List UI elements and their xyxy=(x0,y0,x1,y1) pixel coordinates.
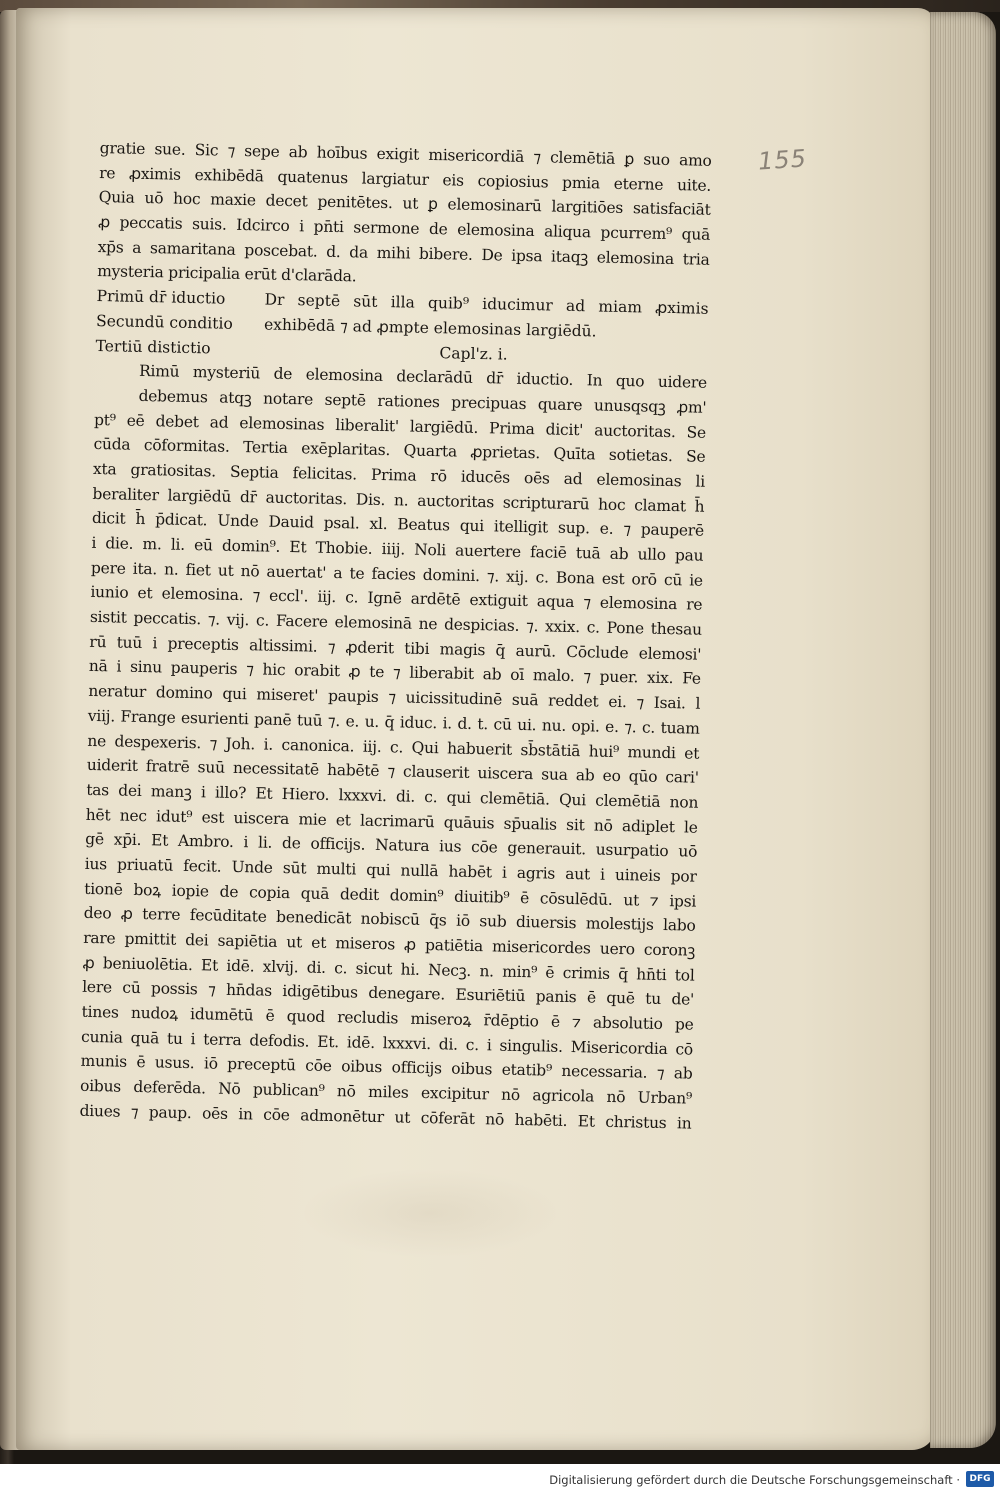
text-line: viij. Frange esurienti panē tuū ⁊. e. u. q̄ iduc. i. d. t. cū ui. nu. opi. e. ⁊. c. tuam xyxy=(87,706,700,738)
text-line: sistit peccatis. ⁊. vij. c. Facere elemosinā ne despicias. ⁊. xxix. c. Pone thesau xyxy=(89,607,702,639)
text-line: gē xp̄i. Et Ambro. i li. de officijs. Natura ius cōe generauit. usurpatio uō xyxy=(85,830,698,861)
outline-label: Tertiū distictio xyxy=(95,336,211,357)
text-line: re ꝓximis exhibēdā quatenus largiatur eis copiosius pmia eterne uite. xyxy=(99,163,712,195)
chapter-heading: Capl'z. i. xyxy=(439,343,508,364)
text-line: xp̄s a samaritana poscebat. d. da mihi bibere. De ipsa itaqꝫ elemosina tria xyxy=(97,237,710,269)
text-line: debemus atqꝫ notare septē rationes precipuas quare unusqsqꝫ ꝓm' xyxy=(138,386,707,417)
text-line: tionē boꝝ iopie de copia quā dedit domin⁹ diuitib⁹ ē cōsulēdū. ut ⁊ ipsi xyxy=(84,879,697,911)
text-line: i die. m. li. eū domin⁹. Et Thobie. iiij. Noli auertere faciē tuā ab ullo pau xyxy=(91,533,704,565)
outline-label: Primū dr̄ iductio xyxy=(96,287,226,308)
text-line: munis ē usus. iō preceptū cōe oibus officijs oibus etatib⁹ necessaria. ⁊ ab xyxy=(80,1052,693,1084)
text-line: iunio et elemosina. ⁊ eccl'. iij. c. Ignē ardētē extiguit aqua ⁊ elemosina re xyxy=(90,583,703,615)
outline-text: Dr septē sūt illa quib⁹ iducimur ad miam ꝓximis xyxy=(264,290,709,318)
text-line: ius priuatū fecit. Unde sūt multi qui nullā habēt i agris aut i uineis por xyxy=(84,854,697,886)
text-line: Rimū mysteriū de elemosina declarādū dr̄ iductio. In quo uidere xyxy=(138,362,708,392)
text-line: lere cū possis ⁊ hn̄das idigētibus denegare. Esuriētiū panis ē quē tu de' xyxy=(81,978,695,1010)
text-block xyxy=(78,136,712,1189)
text-line: rū tuū i preceptis altissimi. ⁊ ꝓderit tibi magis q̄ aurū. Cōclude elemosi' xyxy=(89,632,702,664)
dfg-logo: DFG xyxy=(966,1471,994,1487)
text-line: tines nudoꝝ idumētū ē quod recludis miseroꝝ r̄dēptio ē ⁊ absolutio pe xyxy=(81,1002,694,1034)
text-line: ꝓ peccatis suis. Idcirco i pn̄ti sermone de elemosina aliqua pcurrem⁹ quā xyxy=(98,213,711,244)
text-line: cunia quā tu i terra defodis. Et. idē. lxxxvi. di. c. i singulis. Misericordia cō xyxy=(80,1027,694,1059)
text-line: dicit h̄ p̄dicat. Unde Dauid psal. xl. Beatus qui itelligit sup. e. ⁊ pauperē xyxy=(91,509,705,541)
folio-number: 155 xyxy=(757,144,808,176)
text-line: pt⁹ eē debet ad elemosinas liberalit' largiēdū. Prima dicit' auctoritas. Se xyxy=(93,410,707,442)
text-line: Quia uō hoc maxie decet penitētes. ut ꝑ elemosinarū largitiōes satisfaciāt xyxy=(98,188,711,220)
text-line: oibus deferēda. Nō publican⁹ nō miles excipitur nō agricola nō Urban⁹ xyxy=(79,1076,693,1108)
text-line: nā i sinu pauperis ⁊ hic orabit ꝓ te ⁊ liberabit ab oī malo. ⁊ puer. xix. Fe xyxy=(88,657,701,689)
text-line: xta gratiositas. Septia felicitas. Prima rō iducēs oēs ad elemosinas li xyxy=(92,459,706,491)
text-line: cūda cōformitas. Tertia exēplaritas. Quarta ꝓprietas. Quīta sotietas. Se xyxy=(93,435,706,466)
digitization-footer xyxy=(0,1464,1000,1496)
text-line: ne despexeris. ⁊ Joh. i. canonica. iij. c. Qui habuerit sb̄stātiā hui⁹ mundi et xyxy=(87,731,700,763)
text-line: pere ita. n. fiet ut nō auertat' a te facies domini. ⁊. xij. c. Bona est orō cū ie xyxy=(90,558,704,590)
text-line: rare pmittit dei sapiētia ut et miseros ꝓ patiētia misericordes uero coronꝫ xyxy=(83,928,696,960)
footer-credit: Digitalisierung gefördert durch die Deutsche Forschungsgemeinschaft · xyxy=(549,1473,960,1487)
text-line: mysteria pricipalia erūt d'clarāda. xyxy=(96,262,357,286)
text-line: neratur domino qui miseret' paupis ⁊ uicissitudinē suā reddet ei. ⁊ Isai. l xyxy=(88,682,701,713)
text-line: diues ⁊ paup. oēs in cōe admonētur ut cōferāt nō habēti. Et christus in xyxy=(79,1101,692,1133)
text-line: hēt nec idut⁹ est uiscera mie et lacrimarū quāuis sp̄ualis sit nō adiplet le xyxy=(85,805,698,837)
text-line: ꝓ beniuolētia. Et idē. xlvij. di. c. sicut hi. Necꝫ. n. min⁹ ē crimis q̄ hn̄ti tol xyxy=(82,953,695,985)
text-line: uiderit fratrē suū necessitatē habētē ⁊ clauserit uiscera sua ab eo qūo cari' xyxy=(86,756,699,787)
outline-text: exhibēdā ⁊ ad ꝓmpte elemosinas largiēdū. xyxy=(263,315,597,341)
text-line: deo ꝓ terre fecūditate benedicāt nobiscū q̄s iō sub diuersis molestijs labo xyxy=(83,904,696,935)
text-line: tas dei manꝫ i illo? Et Hiero. lxxxvi. di. c. qui clemētiā. Qui clemētiā non xyxy=(86,780,699,812)
text-line: gratie sue. Sic ⁊ sepe ab hoībus exigit misericordiā ⁊ clemētiā ꝑ suo amo xyxy=(99,138,712,170)
fore-edge xyxy=(930,12,996,1448)
text-line: beraliter largiēdū dr̄ auctoritas. Dis. n. auctoritas scripturarū hoc clamat h̄ xyxy=(92,484,705,516)
outline-label: Secundū conditio xyxy=(95,311,233,333)
